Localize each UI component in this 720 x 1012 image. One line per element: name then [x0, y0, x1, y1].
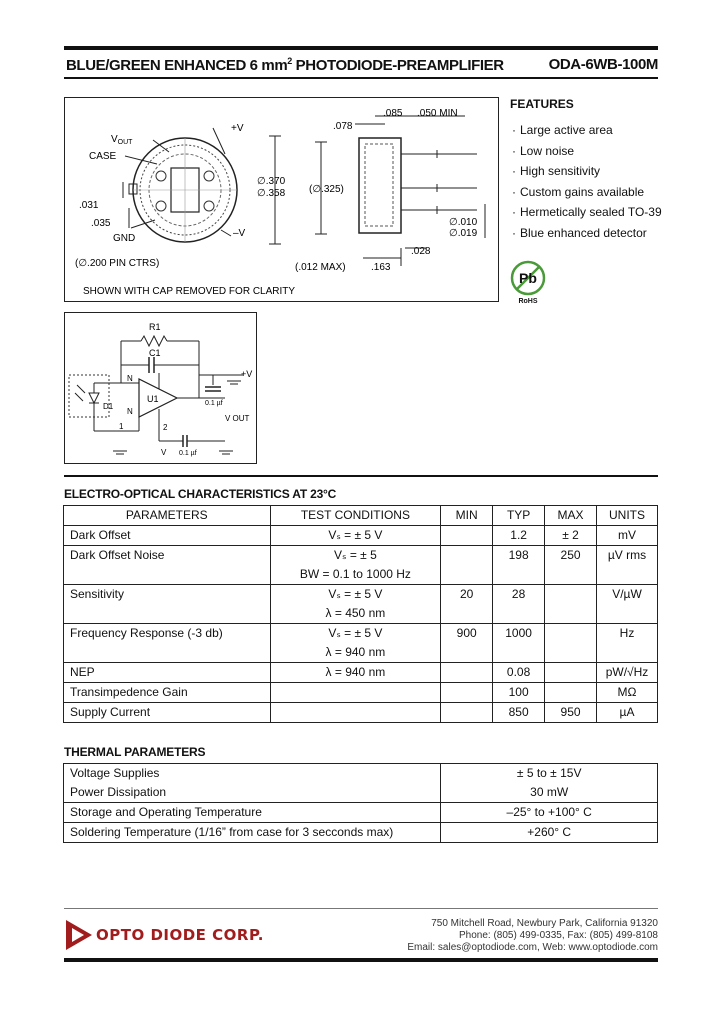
header-max: MAX: [545, 506, 597, 526]
dim-019: ∅.019: [449, 228, 478, 239]
units-cell: mV: [597, 526, 658, 546]
header-test-conditions: TEST CONDITIONS: [270, 506, 441, 526]
case-label: CASE: [89, 151, 117, 162]
dim-078: .078: [333, 121, 353, 132]
table-row: [64, 526, 658, 546]
rohs-text: RoHS: [518, 298, 538, 305]
table-row: [64, 585, 658, 624]
pb-text: Pb: [519, 270, 537, 286]
dim-370: ∅.370: [257, 176, 286, 187]
top-rule: [64, 46, 658, 50]
min-cell: [441, 683, 493, 703]
table-header-row: [64, 506, 658, 526]
page-title: BLUE/GREEN ENHANCED 6 $mm^2$ PHOTODIODE-PREAMPLIFIER: [66, 56, 504, 74]
max-cell: 250: [545, 546, 597, 585]
param-cell: NEP: [64, 663, 271, 683]
min-cell: 20: [441, 585, 493, 624]
rohs-logo: [508, 258, 548, 306]
company-logo-icon: [64, 918, 94, 952]
dim-050: .050 MIN: [417, 108, 458, 119]
param-cell: Dark Offset: [64, 526, 271, 546]
min-cell: [441, 663, 493, 683]
thermal-value: 30 mW: [441, 783, 658, 803]
title-underline: [64, 77, 658, 79]
company-phone: Phone: (805) 499-0335, Fax: (805) 499-8108: [458, 930, 658, 941]
typ-cell: 198: [493, 546, 545, 585]
company-contact: Email: sales@optodiode.com, Web: www.optodiode.com: [407, 942, 658, 953]
min-cell: [441, 546, 493, 585]
node-n-bottom: N: [127, 407, 133, 416]
max-cell: ± 2: [545, 526, 597, 546]
pin1-label: 1: [119, 422, 124, 431]
max-cell: [545, 683, 597, 703]
schem-vout: V OUT: [225, 414, 250, 423]
table-row: [64, 703, 658, 723]
typ-cell: 0.08: [493, 663, 545, 683]
d1-label: D1: [103, 402, 114, 411]
typ-cell: 1.2: [493, 526, 545, 546]
table-row: [64, 823, 658, 843]
condition-cell: λ = 940 nm: [270, 663, 441, 683]
part-number: ODA-6WB-100M: [548, 56, 658, 73]
table-row: [64, 783, 658, 803]
package-drawing: [65, 98, 498, 301]
thermal-title: THERMAL PARAMETERS: [64, 745, 206, 759]
feature-item: · Low noise: [512, 144, 575, 158]
feature-item: · Custom gains available: [512, 185, 645, 199]
param-cell: Frequency Response (-3 db): [64, 624, 271, 663]
condition-cell: Vₛ = ± 5 V λ = 450 nm: [270, 585, 441, 624]
dim-028: .028: [411, 246, 431, 257]
units-cell: µV rms: [597, 546, 658, 585]
units-cell: Hz: [597, 624, 658, 663]
condition-cell: [270, 703, 441, 723]
drawing-caption: SHOWN WITH CAP REMOVED FOR CLARITY: [83, 286, 296, 297]
bottom-rule: [64, 958, 658, 962]
gnd-label: GND: [113, 233, 136, 244]
max-cell: [545, 585, 597, 624]
header-parameters: PARAMETERS: [64, 506, 271, 526]
schem-plus-v: +V: [241, 369, 253, 379]
node-n-top: N: [127, 374, 133, 383]
table-row: [64, 663, 658, 683]
min-cell: 900: [441, 624, 493, 663]
min-cell: [441, 526, 493, 546]
plus-v-label: +V: [231, 123, 244, 134]
condition-cell: Vₛ = ± 5 BW = 0.1 to 1000 Hz: [270, 546, 441, 585]
units-cell: MΩ: [597, 683, 658, 703]
table-row: [64, 624, 658, 663]
min-cell: [441, 703, 493, 723]
thermal-label: Soldering Temperature (1/16” from case for 3 secconds max): [64, 823, 441, 843]
company-address: 750 Mitchell Road, Newbury Park, California 91320: [431, 918, 658, 929]
thermal-label: Storage and Operating Temperature: [64, 803, 441, 823]
thermal-value: +260° C: [441, 823, 658, 843]
eo-title: ELECTRO-OPTICAL CHARACTERISTICS AT 23°C: [64, 487, 337, 501]
condition-cell: Vₛ = ± 5 V λ = 940 nm: [270, 624, 441, 663]
param-cell: Sensitivity: [64, 585, 271, 624]
schematic-drawing: [65, 313, 256, 463]
cap-label-a: 0.1 µf: [205, 400, 223, 407]
dim-012: (.012 MAX): [295, 262, 346, 273]
feature-item: · High sensitivity: [512, 164, 601, 178]
dim-031: .031: [79, 200, 99, 211]
max-cell: 950: [545, 703, 597, 723]
c1-label: C1: [149, 348, 161, 358]
eo-table: [63, 505, 658, 723]
header-typ: TYP: [493, 506, 545, 526]
typ-cell: 850: [493, 703, 545, 723]
header-units: UNITS: [597, 506, 658, 526]
u1-label: U1: [147, 394, 159, 404]
table-row: [64, 683, 658, 703]
dim-358: ∅.358: [257, 188, 286, 199]
dim-085: .085: [383, 108, 403, 119]
schematic: [64, 312, 257, 464]
pin-centers-label: (∅.200 PIN CTRS): [75, 258, 160, 269]
thermal-label: Power Dissipation: [64, 783, 441, 803]
max-cell: [545, 624, 597, 663]
pin2-label: 2: [163, 423, 168, 432]
company-name: OPTO DIODE CORP.: [96, 926, 264, 944]
thermal-label: Voltage Supplies: [64, 764, 441, 784]
typ-cell: 1000: [493, 624, 545, 663]
typ-cell: 100: [493, 683, 545, 703]
units-cell: µA: [597, 703, 658, 723]
dim-035: .035: [91, 218, 111, 229]
vout-label: $V_{OUT}$: [111, 134, 133, 146]
mechanical-drawing: [64, 97, 499, 302]
minus-v-label: –V: [233, 228, 246, 239]
table-row: [64, 764, 658, 784]
table-row: [64, 546, 658, 585]
table-row: [64, 803, 658, 823]
schem-v-minus: V: [161, 448, 167, 457]
param-cell: Transimpedence Gain: [64, 683, 271, 703]
condition-cell: Vₛ = ± 5 V: [270, 526, 441, 546]
thermal-value: ± 5 to ± 15V: [441, 764, 658, 784]
r1-label: R1: [149, 322, 161, 332]
param-cell: Supply Current: [64, 703, 271, 723]
features-heading: FEATURES: [510, 97, 574, 111]
condition-cell: [270, 683, 441, 703]
feature-item: · Blue enhanced detector: [512, 226, 647, 240]
thermal-value: –25° to +100° C: [441, 803, 658, 823]
units-cell: pW/√Hz: [597, 663, 658, 683]
footer-top-rule: [64, 908, 658, 909]
dim-163: .163: [371, 262, 391, 273]
typ-cell: 28: [493, 585, 545, 624]
section-rule: [64, 475, 658, 477]
feature-item: · Large active area: [512, 123, 613, 137]
param-cell: Dark Offset Noise: [64, 546, 271, 585]
cap-label-b: 0.1 µf: [179, 450, 197, 457]
header-min: MIN: [441, 506, 493, 526]
dim-010: ∅.010: [449, 217, 478, 228]
units-cell: V/µW: [597, 585, 658, 624]
max-cell: [545, 663, 597, 683]
thermal-table: [63, 763, 658, 843]
dim-325: (∅.325): [309, 184, 344, 195]
feature-item: · Hermetically sealed TO-39: [512, 205, 662, 219]
